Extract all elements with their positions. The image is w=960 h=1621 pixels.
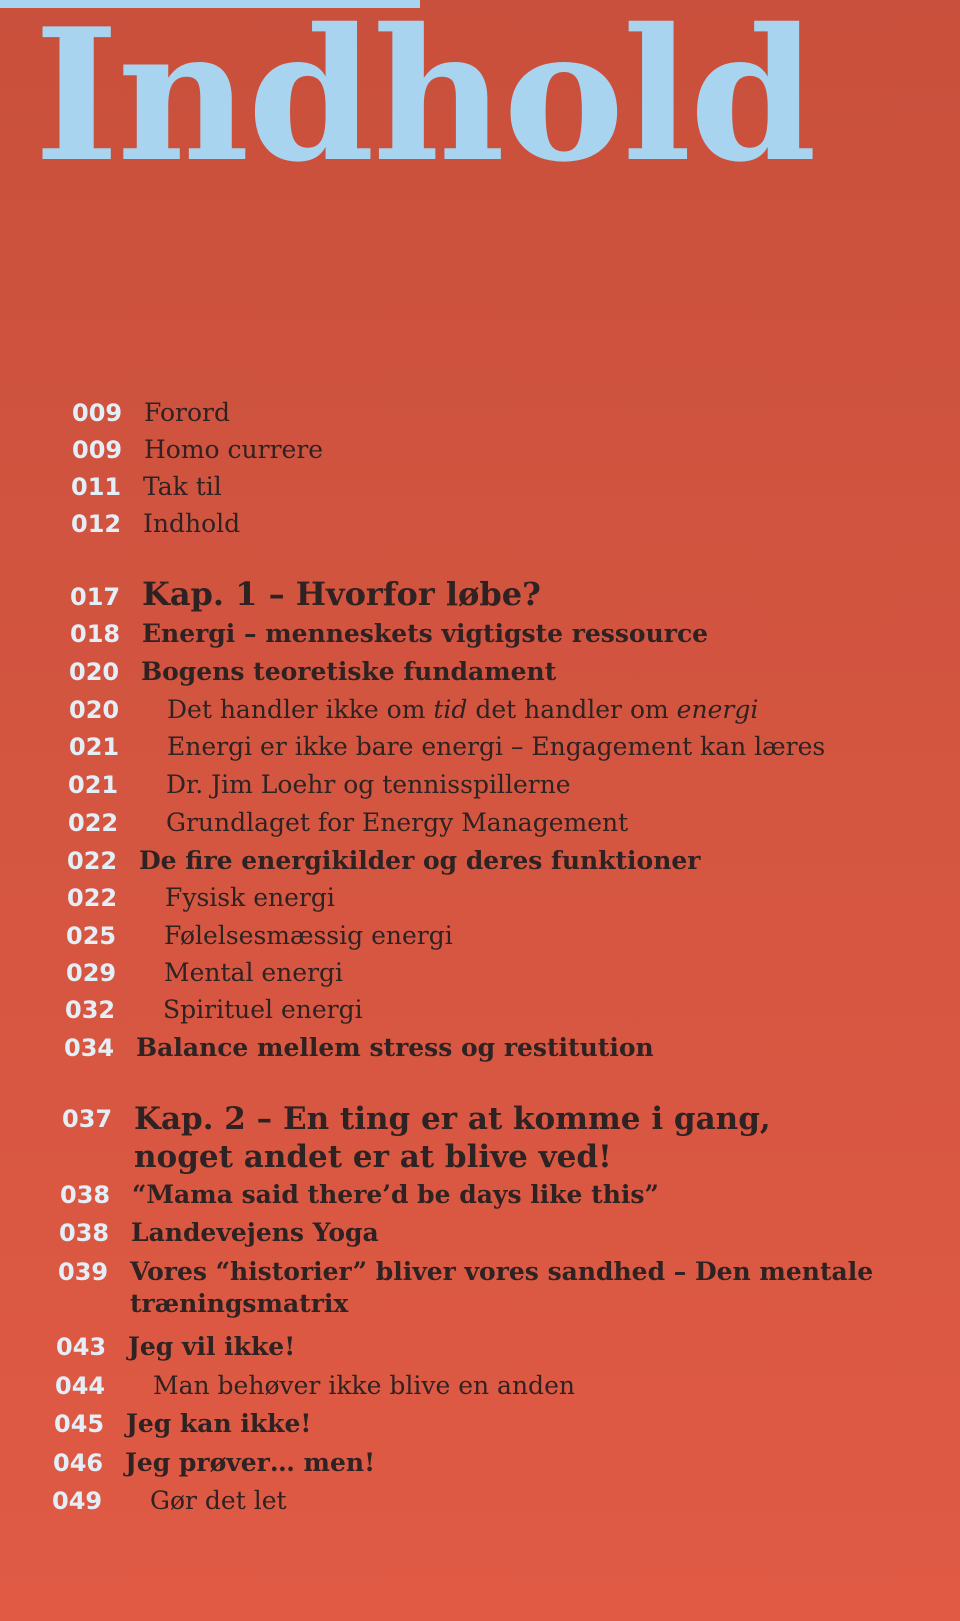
entry-title [130,1256,873,1320]
chapter-heading [70,575,541,613]
toc-entry [60,1180,659,1209]
entry-text-c: det handler om [467,695,677,724]
toc-entry [72,398,230,427]
entry-title: Grundlaget for Energy Management [166,808,629,837]
page-number: 009 [72,436,123,464]
toc-entry [66,921,453,950]
chapter-heading [62,1100,771,1176]
page-number: 043 [56,1333,107,1361]
entry-title: Forord [144,398,230,427]
toc-entry [66,958,343,987]
page-number: 032 [65,996,116,1024]
entry-title-line: træningsmatrix [130,1289,349,1318]
page-number: 045 [54,1410,105,1438]
entry-title [141,695,758,724]
toc-entry [69,732,825,761]
toc-entry [55,1371,575,1400]
page-number: 038 [60,1181,111,1209]
toc-entry [72,435,323,464]
page-number: 037 [62,1105,113,1133]
entry-title: Spirituel energi [163,995,363,1024]
toc-entry [69,657,556,686]
entry-title: Jeg kan ikke! [126,1409,312,1438]
toc-entry [53,1448,375,1477]
entry-title: Indhold [143,509,241,538]
entry-text-a: Det handler ikke om [167,695,434,724]
page-number: 039 [58,1258,109,1286]
toc-entry [67,846,700,875]
page-number: 017 [70,583,121,611]
page-number: 049 [52,1487,103,1515]
entry-title: “Mama said there’d be days like this” [132,1180,659,1209]
entry-title: Energi – menneskets vigtigste ressource [142,619,709,648]
page-number: 011 [71,473,122,501]
page-number: 029 [66,959,117,987]
toc-entry [69,695,758,724]
toc-entry [65,995,363,1024]
chapter-title [134,1100,771,1176]
page-number: 021 [68,771,119,799]
toc-entry [64,1033,654,1062]
entry-title: Tak til [143,472,222,501]
toc-entry [71,509,240,538]
page-number: 046 [53,1449,104,1477]
toc-entry [68,808,628,837]
entry-title: Gør det let [150,1486,287,1515]
page-number: 034 [64,1034,115,1062]
toc-entry [71,472,222,501]
chapter-title: Kap. 1 – Hvorfor løbe? [142,575,541,613]
page-number: 044 [55,1372,106,1400]
entry-title: Landevejens Yoga [131,1218,379,1247]
entry-title: Bogens teoretiske fundament [141,657,557,686]
page-number: 020 [69,658,120,686]
page-title: Indhold [34,0,815,202]
toc-entry [54,1409,311,1438]
toc-entry [58,1256,873,1320]
page-number: 018 [70,620,121,648]
entry-title: Homo currere [144,435,324,464]
page-number: 038 [59,1219,110,1247]
toc-entry [56,1332,295,1361]
page-number: 020 [69,696,120,724]
entry-title: Følelsesmæssig energi [164,921,453,950]
page-number: 025 [66,922,117,950]
entry-title: De fire energikilder og deres funktioner [139,846,701,875]
toc-entry [70,619,708,648]
entry-title: Energi er ikke bare energi – Engagement kan læres [167,732,826,761]
page-number: 012 [71,510,122,538]
page-number: 022 [68,809,119,837]
entry-title: Fysisk energi [165,883,335,912]
entry-title: Jeg vil ikke! [128,1332,296,1361]
entry-text-italic: tid [433,695,468,724]
page-number: 022 [67,884,118,912]
toc-entry [68,770,571,799]
entry-title: Man behøver ikke blive en anden [153,1371,575,1400]
page-number: 021 [69,733,120,761]
entry-title: Mental energi [164,958,344,987]
chapter-title-line: noget andet er at blive ved! [134,1139,612,1175]
page-number: 022 [67,847,118,875]
entry-title: Jeg prøver… men! [125,1448,376,1477]
entry-title: Balance mellem stress og restitution [136,1033,654,1062]
page-number: 009 [72,399,123,427]
chapter-title-line: Kap. 2 – En ting er at komme i gang, [134,1101,771,1137]
entry-title: Dr. Jim Loehr og tennisspillerne [166,770,571,799]
entry-text-italic: energi [676,695,759,724]
toc-entry [59,1218,379,1247]
entry-title-line: Vores “historier” bliver vores sandhed – Den mentale [130,1257,874,1286]
toc-entry [52,1486,287,1515]
toc-entry [67,883,335,912]
